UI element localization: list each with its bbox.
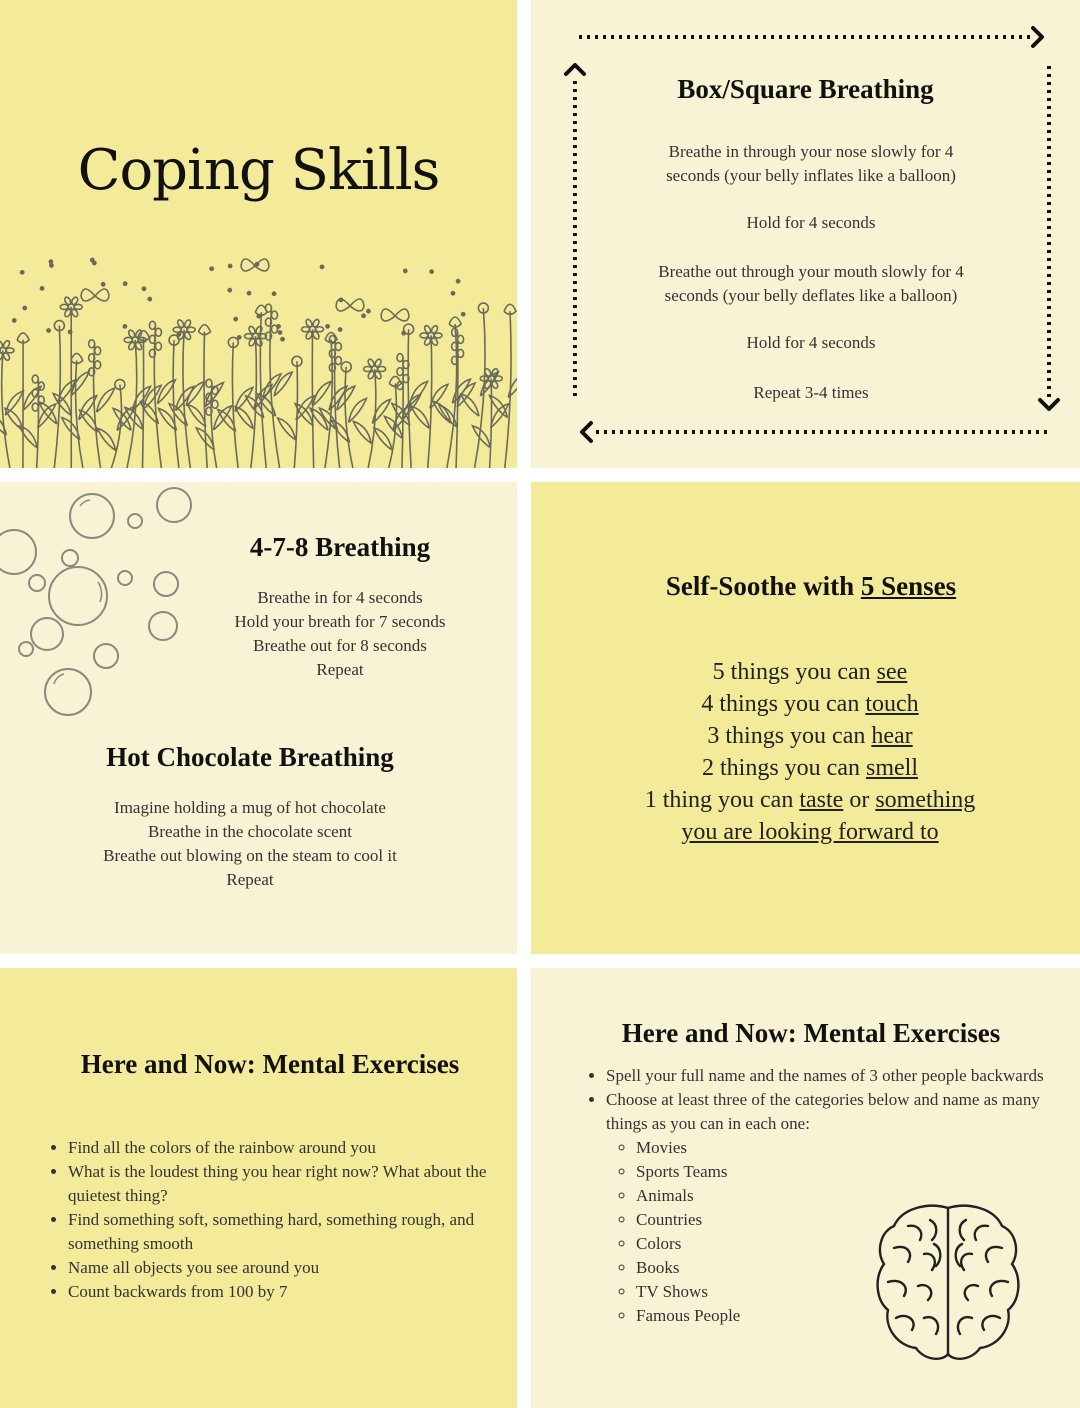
box-breathing-title: Box/Square Breathing: [677, 74, 934, 104]
senses-item-word: taste: [799, 787, 844, 813]
mental-exercises-title-2: Here and Now: Mental Exercises: [621, 1018, 1001, 1048]
senses-item: [600, 688, 1020, 720]
category-item: ◦ Animals: [636, 1184, 1066, 1208]
wildflowers-illustration: [0, 240, 517, 468]
senses-title: [531, 571, 1080, 602]
list-item: • Count backwards from 100 by 7: [68, 1280, 508, 1304]
list-item: • Find something soft, something hard, something rough, and something smooth: [68, 1208, 508, 1256]
category-item: ◦ Books: [636, 1256, 1066, 1280]
box-step: Hold for 4 seconds: [746, 333, 876, 352]
box-step: Repeat 3-4 times: [753, 383, 869, 402]
list-item-text: Choose at least three of the categories below and name as many things as you can in each one:: [606, 1090, 1040, 1133]
box-step: seconds (your belly inflates like a balloon): [666, 166, 956, 185]
senses-item-word: touch: [865, 691, 919, 717]
senses-item-text: or: [843, 787, 876, 813]
arrow-head-right-icon: [1033, 28, 1042, 46]
senses-item-word: hear: [871, 723, 913, 749]
hot-chocolate-line: Breathe in the chocolate scent: [148, 822, 352, 841]
senses-item: [600, 720, 1020, 752]
breathing-478-line: Breathe out for 8 seconds: [253, 636, 427, 655]
hot-chocolate-line: Breathe out blowing on the steam to cool it: [103, 846, 397, 865]
senses-item-text: 3 things you can: [707, 723, 872, 749]
hot-chocolate-line: Imagine holding a mug of hot chocolate: [114, 798, 386, 817]
box-step: Breathe out through your mouth slowly for 4: [658, 262, 964, 281]
breathing-478-line: Breathe in for 4 seconds: [257, 588, 423, 607]
breathing-478-line: Hold your breath for 7 seconds: [234, 612, 446, 631]
arrow-head-up-icon: [566, 65, 584, 74]
senses-list: [600, 656, 1020, 848]
senses-item: [600, 816, 1020, 848]
list-item: • What is the loudest thing you hear right now? What about the quietest thing?: [68, 1160, 508, 1208]
senses-item-text: 2 things you can: [702, 755, 866, 781]
senses-item-text: 4 things you can: [701, 691, 866, 717]
box-step: Breathe in through your nose slowly for 4: [668, 142, 954, 161]
list-item: • Spell your full name and the names of 3 other people backwards: [606, 1064, 1066, 1088]
senses-item-text: 5 things you can: [712, 659, 877, 685]
breathing-478-line: Repeat: [316, 660, 364, 679]
hot-chocolate-line: Repeat: [226, 870, 274, 889]
category-item: ◦ Countries: [636, 1208, 1066, 1232]
category-item: ◦ Famous People: [636, 1304, 1066, 1328]
hot-chocolate-steps: [40, 796, 460, 892]
senses-item-word: smell: [865, 755, 918, 781]
category-item: ◦ Colors: [636, 1232, 1066, 1256]
category-item: ◦ Sports Teams: [636, 1160, 1066, 1184]
senses-title-prefix: Self-Soothe with: [665, 571, 861, 601]
category-item: ◦ Movies: [636, 1136, 1066, 1160]
senses-item-word: see: [876, 659, 908, 685]
mental-exercises-title: Here and Now: Mental Exercises: [80, 1049, 460, 1079]
box-step: seconds (your belly deflates like a balloon): [664, 286, 958, 305]
mental-exercises-list: [46, 1136, 508, 1304]
hot-chocolate-title: Hot Chocolate Breathing: [106, 742, 394, 772]
brain-icon: [872, 1200, 1024, 1366]
senses-item: [600, 752, 1020, 784]
senses-title-underlined: 5 Senses: [860, 571, 957, 601]
senses-item: [600, 784, 1020, 816]
breathing-478-title: 4-7-8 Breathing: [249, 532, 431, 562]
page-title: Coping Skills: [77, 138, 440, 203]
senses-item-word: you are looking forward to: [681, 819, 939, 845]
list-item: • Find all the colors of the rainbow around you: [68, 1136, 508, 1160]
bubbles-illustration: [0, 482, 220, 722]
senses-item: [600, 656, 1020, 688]
list-item: • Name all objects you see around you: [68, 1256, 508, 1280]
box-step: Hold for 4 seconds: [746, 213, 876, 232]
senses-item-word: something: [875, 787, 976, 813]
senses-item-text: 1 thing you can: [644, 787, 800, 813]
arrow-head-down-icon: [1040, 400, 1058, 409]
category-item: ◦ TV Shows: [636, 1280, 1066, 1304]
arrow-head-left-icon: [582, 423, 591, 441]
breathing-478-steps: [200, 586, 480, 682]
